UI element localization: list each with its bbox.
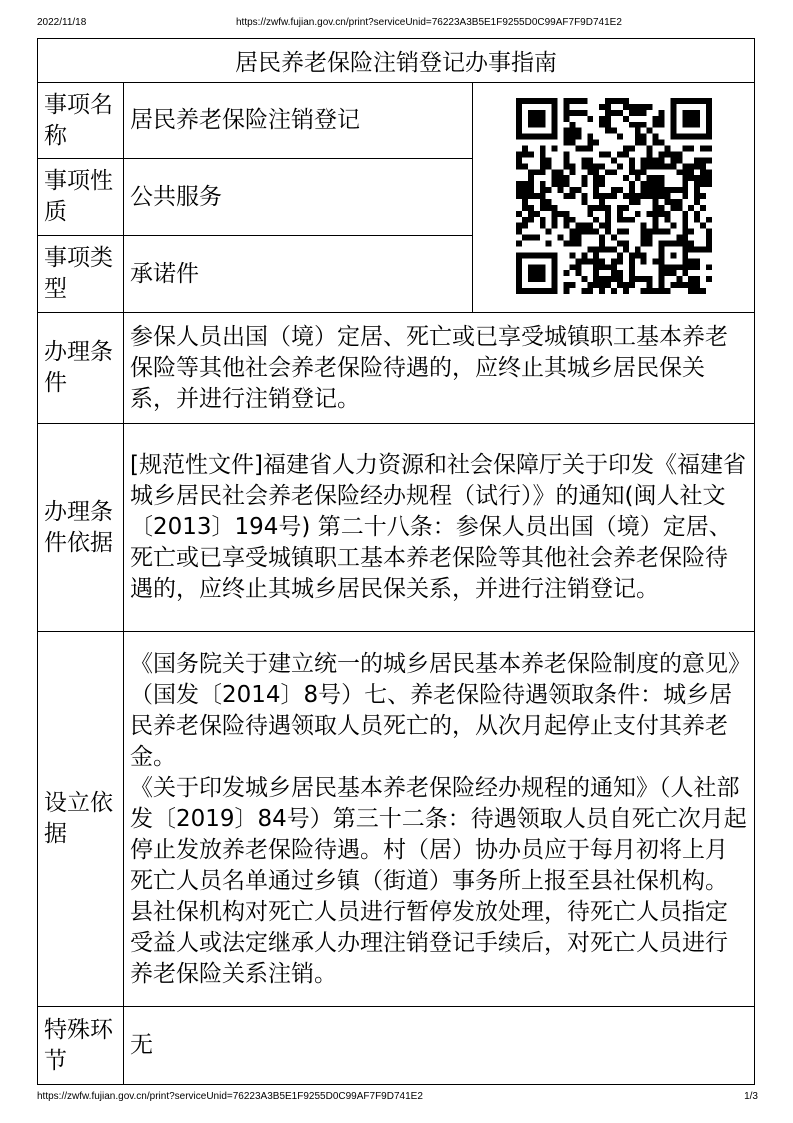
item-type-value: 承诺件 — [124, 236, 473, 313]
print-footer-url: https://zwfw.fujian.gov.cn/print?serviceUnid=76223A3B5E1F9255D0C99AF7F9D741E2 — [37, 1091, 423, 1102]
conditions-basis-value: [规范性文件]福建省人力资源和社会保障厅关于印发《福建省城乡居民社会养老保险经办规程（试行）》的通知(闽人社文〔2013〕194号) 第二十八条：参保人员出国（境）定居、死亡或已享受城镇职工基本养老保险等其他社会养老保险待遇的，应终止其城乡居民保关系，并进行注销登记。 — [124, 424, 755, 632]
page-number: 1/3 — [744, 1091, 758, 1102]
item-name-label: 事项名称 — [38, 83, 124, 159]
conditions-value: 参保人员出国（境）定居、死亡或已享受城镇职工基本养老保险等其他社会养老保险待遇的，应终止其城乡居民保关系，并进行注销登记。 — [124, 313, 755, 424]
item-nature-value: 公共服务 — [124, 159, 473, 236]
special-step-value: 无 — [124, 1007, 755, 1085]
special-step-label: 特殊环节 — [38, 1007, 124, 1085]
legal-basis-value — [124, 632, 755, 1007]
item-type-label: 事项类型 — [38, 236, 124, 313]
document-title: 居民养老保险注销登记办事指南 — [38, 39, 755, 83]
print-date: 2022/11/18 — [37, 17, 87, 28]
item-nature-label: 事项性质 — [38, 159, 124, 236]
conditions-label: 办理条件 — [38, 313, 124, 424]
qr-cell — [473, 83, 755, 313]
item-name-value: 居民养老保险注销登记 — [124, 83, 473, 159]
conditions-basis-label: 办理条件依据 — [38, 424, 124, 632]
legal-basis-paragraph-1: 《国务院关于建立统一的城乡居民基本养老保险制度的意见》（国发〔2014〕8号）七、养老保险待遇领取条件：城乡居民养老保险待遇领取人员死亡的，从次月起停止支付其养老金。 — [130, 650, 740, 770]
legal-basis-paragraph-2: 《关于印发城乡居民基本养老保险经办规程的通知》（人社部发〔2019〕84号）第三十二条：待遇领取人员自死亡次月起停止发放养老保险待遇。村（居）协办员应于每月初将上月死亡人员名单通过乡镇（街道）事务所上报至县社保机构。县社保机构对死亡人员进行暂停发放处理，待死亡人员指定受益人或法定继承人办理注销登记手续后，对死亡人员进行养老保险关系注销。 — [130, 774, 747, 987]
legal-basis-label: 设立依据 — [38, 632, 124, 1007]
qr-code-icon — [516, 98, 712, 294]
service-guide-table — [37, 38, 755, 1085]
print-header-url: https://zwfw.fujian.gov.cn/print?serviceUnid=76223A3B5E1F9255D0C99AF7F9D741E2 — [236, 17, 622, 28]
